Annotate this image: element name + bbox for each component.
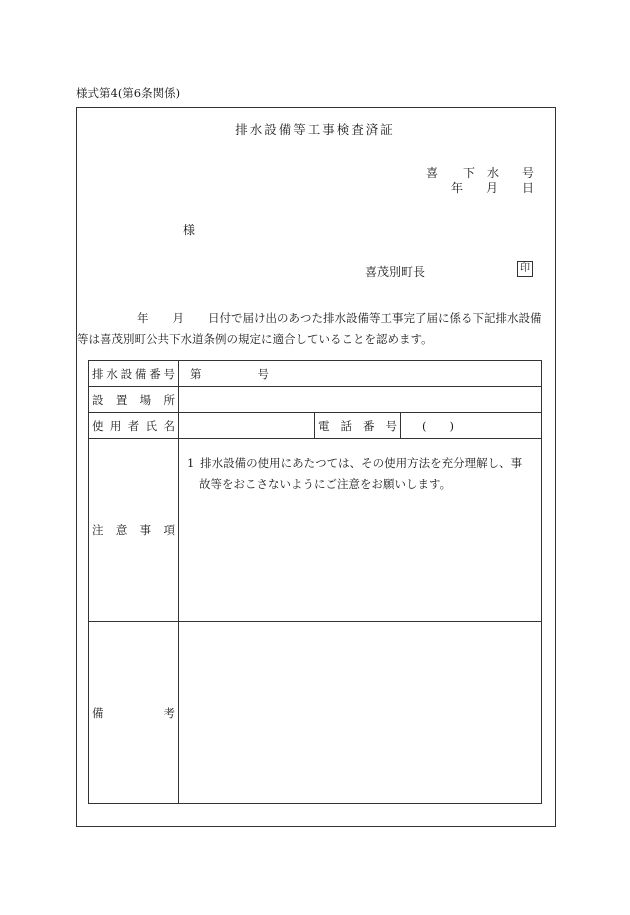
form-reference: 様式第4(第6条関係) [76,86,181,100]
seal-mark: 印 [517,261,533,277]
value-drainage-number: 第 号 [179,361,542,387]
number-prefix-ge: 下 [463,166,476,180]
row-remarks [89,622,542,804]
date-day: 日 [522,181,535,195]
value-phone: ( ) [401,413,542,439]
value-remarks [179,622,542,804]
number-suffix: 号 [522,166,535,180]
date-year: 年 [451,181,464,195]
certification-statement [77,308,555,350]
note-line2: 故等をおこさないようにご注意をお願いします。 [199,477,452,491]
statement-line2: 等は喜茂別町公共下水道条例の規定に適合していることを認めます。 [77,332,433,346]
statement-year: 年 [137,311,149,325]
label-remarks: 備考 [89,622,179,804]
precautions-note [179,439,542,622]
value-location [179,387,542,413]
label-drainage-number: 排水設備番号 [89,361,179,387]
label-phone: 電話番号 [315,413,401,439]
row-user-name [89,413,542,439]
statement-line1: 日付で届け出のあつた排水設備等工事完了届に係る下記排水設備 [208,311,542,325]
row-drainage-number [89,361,542,387]
label-location: 設置場所 [89,387,179,413]
label-user-name: 使用者氏名 [89,413,179,439]
number-prefix-ki: 喜 [426,166,439,180]
number-prefix-sui: 水 [487,166,500,180]
row-precautions [89,439,542,622]
row-location [89,387,542,413]
note-number: 1 [187,456,195,470]
date-month: 月 [486,181,499,195]
label-precautions: 注意事項 [89,439,179,622]
document-title: 排水設備等工事検査済証 [235,122,395,137]
note-line1: 排水設備の使用にあたつては、その使用方法を充分理解し、事 [200,456,523,470]
statement-month: 月 [172,311,184,325]
detail-table [88,360,542,804]
issuer-name: 喜茂別町長 [365,265,426,279]
addressee-suffix: 様 [183,223,196,237]
value-user-name [179,413,315,439]
